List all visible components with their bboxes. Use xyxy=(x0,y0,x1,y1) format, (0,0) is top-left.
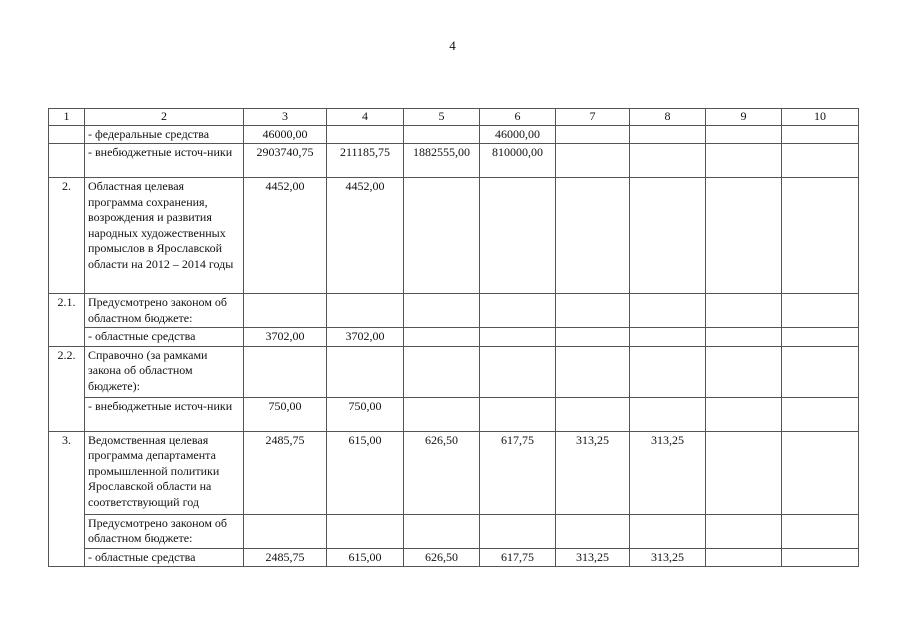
value-cell xyxy=(556,178,630,294)
value-cell xyxy=(630,514,706,548)
value-cell xyxy=(782,125,859,144)
table-row xyxy=(49,125,859,144)
row-index-cell xyxy=(49,397,85,431)
value-cell xyxy=(630,294,706,328)
value-cell xyxy=(327,294,404,328)
table-row xyxy=(49,431,859,514)
column-header: 2 xyxy=(85,109,244,126)
value-cell xyxy=(327,346,404,397)
value-cell xyxy=(706,548,782,567)
row-name-cell: - внебюджетные источ-ники xyxy=(85,397,244,431)
value-cell: 2485,75 xyxy=(244,431,327,514)
value-cell xyxy=(404,178,480,294)
value-cell xyxy=(480,397,556,431)
column-header: 1 xyxy=(49,109,85,126)
table-row xyxy=(49,346,859,397)
value-cell xyxy=(782,514,859,548)
value-cell: 750,00 xyxy=(327,397,404,431)
table-row xyxy=(49,328,859,347)
value-cell xyxy=(706,346,782,397)
value-cell xyxy=(480,328,556,347)
table-row xyxy=(49,294,859,328)
value-cell xyxy=(556,514,630,548)
value-cell xyxy=(782,328,859,347)
value-cell xyxy=(782,397,859,431)
value-cell xyxy=(706,514,782,548)
value-cell xyxy=(556,294,630,328)
value-cell: 617,75 xyxy=(480,431,556,514)
value-cell: 4452,00 xyxy=(327,178,404,294)
value-cell xyxy=(706,294,782,328)
page-number: 4 xyxy=(449,38,456,53)
value-cell xyxy=(630,346,706,397)
row-index-cell xyxy=(49,514,85,548)
value-cell xyxy=(404,294,480,328)
value-cell xyxy=(244,294,327,328)
value-cell: 810000,00 xyxy=(480,144,556,178)
row-name-cell: Предусмотрено законом об областном бюджете: xyxy=(85,294,244,328)
row-name-cell: - областные средства xyxy=(85,548,244,567)
value-cell xyxy=(556,144,630,178)
value-cell xyxy=(244,346,327,397)
row-index-cell xyxy=(49,328,85,347)
row-name-cell: - областные средства xyxy=(85,328,244,347)
column-header: 8 xyxy=(630,109,706,126)
table-header-row xyxy=(49,109,859,126)
column-header: 4 xyxy=(327,109,404,126)
row-name-cell: Предусмотрено законом об областном бюджете: xyxy=(85,514,244,548)
value-cell xyxy=(782,294,859,328)
value-cell xyxy=(404,125,480,144)
value-cell: 313,25 xyxy=(556,431,630,514)
row-name-cell: Областная целевая программа сохранения, возрождения и развития народных художественных промыслов в Ярославской области на 2012 – 2014 годы xyxy=(85,178,244,294)
value-cell: 313,25 xyxy=(556,548,630,567)
column-header: 5 xyxy=(404,109,480,126)
value-cell xyxy=(630,144,706,178)
column-header: 3 xyxy=(244,109,327,126)
value-cell xyxy=(327,125,404,144)
value-cell xyxy=(556,346,630,397)
row-name-cell: Справочно (за рамками закона об областном бюджете): xyxy=(85,346,244,397)
column-header: 7 xyxy=(556,109,630,126)
value-cell: 615,00 xyxy=(327,548,404,567)
value-cell: 615,00 xyxy=(327,431,404,514)
value-cell: 3702,00 xyxy=(244,328,327,347)
row-name-cell: Ведомственная целевая программа департамента промышленной политики Ярославской области на соответствующий год xyxy=(85,431,244,514)
value-cell xyxy=(327,514,404,548)
value-cell xyxy=(404,346,480,397)
value-cell: 2903740,75 xyxy=(244,144,327,178)
value-cell xyxy=(630,178,706,294)
value-cell xyxy=(480,294,556,328)
row-index-cell xyxy=(49,548,85,567)
value-cell xyxy=(556,397,630,431)
row-index-cell: 2.2. xyxy=(49,346,85,397)
value-cell xyxy=(706,144,782,178)
value-cell xyxy=(556,125,630,144)
value-cell: 750,00 xyxy=(244,397,327,431)
value-cell xyxy=(480,346,556,397)
value-cell xyxy=(404,514,480,548)
column-header: 9 xyxy=(706,109,782,126)
value-cell xyxy=(630,125,706,144)
value-cell xyxy=(404,397,480,431)
value-cell xyxy=(480,178,556,294)
value-cell: 3702,00 xyxy=(327,328,404,347)
column-header: 6 xyxy=(480,109,556,126)
value-cell xyxy=(782,548,859,567)
table-row xyxy=(49,548,859,567)
row-name-cell: - внебюджетные источ-ники xyxy=(85,144,244,178)
budget-table xyxy=(48,108,859,567)
column-header: 10 xyxy=(782,109,859,126)
value-cell xyxy=(782,346,859,397)
value-cell: 46000,00 xyxy=(480,125,556,144)
value-cell xyxy=(556,328,630,347)
row-index-cell: 3. xyxy=(49,431,85,514)
value-cell xyxy=(706,178,782,294)
value-cell: 4452,00 xyxy=(244,178,327,294)
row-index-cell: 2.1. xyxy=(49,294,85,328)
value-cell xyxy=(782,144,859,178)
row-index-cell: 2. xyxy=(49,178,85,294)
table-row xyxy=(49,514,859,548)
value-cell: 2485,75 xyxy=(244,548,327,567)
value-cell xyxy=(706,431,782,514)
value-cell: 1882555,00 xyxy=(404,144,480,178)
table-row xyxy=(49,144,859,178)
value-cell: 626,50 xyxy=(404,548,480,567)
value-cell xyxy=(706,125,782,144)
value-cell xyxy=(480,514,556,548)
value-cell xyxy=(630,397,706,431)
value-cell xyxy=(782,178,859,294)
value-cell: 617,75 xyxy=(480,548,556,567)
value-cell: 313,25 xyxy=(630,548,706,567)
value-cell: 313,25 xyxy=(630,431,706,514)
value-cell: 211185,75 xyxy=(327,144,404,178)
value-cell xyxy=(706,397,782,431)
value-cell xyxy=(244,514,327,548)
value-cell: 46000,00 xyxy=(244,125,327,144)
value-cell xyxy=(404,328,480,347)
row-name-cell: - федеральные средства xyxy=(85,125,244,144)
value-cell xyxy=(782,431,859,514)
table-row xyxy=(49,397,859,431)
row-index-cell xyxy=(49,144,85,178)
table-row xyxy=(49,178,859,294)
value-cell xyxy=(630,328,706,347)
value-cell xyxy=(706,328,782,347)
row-index-cell xyxy=(49,125,85,144)
value-cell: 626,50 xyxy=(404,431,480,514)
